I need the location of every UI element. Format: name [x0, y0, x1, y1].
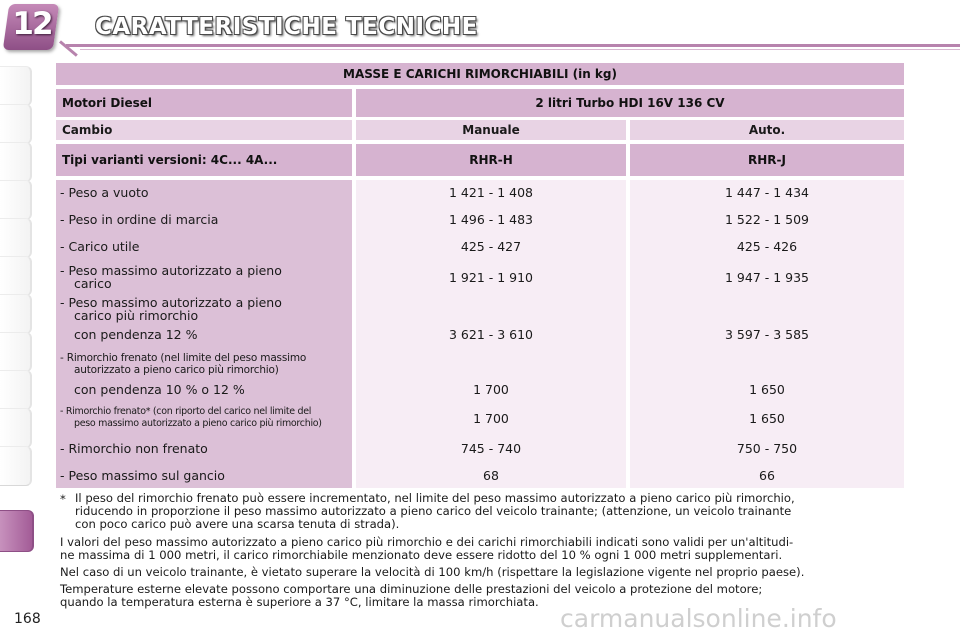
row-value-auto: 425 - 426	[736, 239, 798, 254]
footnote-line: Il peso del rimorchio frenato può essere incrementato, nel limite del peso massimo autorizzato a pieno carico più rimorchio,	[75, 491, 795, 505]
row-value-manual: 425 - 427	[460, 239, 522, 254]
variant-auto: RHR-J	[630, 144, 904, 176]
footnote-line: riducendo in proporzione il peso massimo autorizzato a pieno carico del veicolo trainante; (attenzione, un veicolo trainante	[75, 504, 792, 518]
chapter-tab[interactable]	[0, 294, 32, 334]
row-value-manual: 1 421 - 1 408	[448, 185, 534, 200]
row-label: con pendenza 12 %	[74, 327, 198, 342]
variant-manual: RHR-H	[356, 144, 626, 176]
chapter-tab[interactable]	[0, 218, 32, 258]
table-title: MASSE E CARICHI RIMORCHIABILI (in kg)	[56, 63, 904, 85]
chapter-tabs	[0, 66, 34, 566]
watermark: carmanualsonline.info	[560, 604, 837, 633]
variants-label: Tipi varianti versioni: 4C... 4A...	[56, 144, 352, 176]
row-value-manual: 1 496 - 1 483	[448, 212, 534, 227]
row-value-manual: 1 700	[473, 411, 509, 426]
chapter-tab[interactable]	[0, 332, 32, 372]
gearbox-label: Cambio	[56, 120, 352, 140]
row-label: - Peso massimo autorizzato a pieno	[60, 295, 282, 310]
row-label-cont: carico	[74, 276, 112, 291]
row-value-auto: 1 650	[749, 411, 785, 426]
header-rule-thin	[80, 49, 960, 50]
engine-value: 2 litri Turbo HDI 16V 136 CV	[356, 89, 904, 117]
row-value-auto: 1 447 - 1 434	[724, 185, 810, 200]
row-value-manual: 68	[483, 468, 499, 483]
row-label: - Rimorchio frenato (nel limite del peso massimo	[60, 352, 307, 364]
chapter-tab[interactable]	[0, 180, 32, 220]
row-value-auto: 1 522 - 1 509	[724, 212, 810, 227]
row-value-auto: 1 650	[749, 382, 785, 397]
chapter-tab[interactable]	[0, 408, 32, 448]
engine-label: Motori Diesel	[56, 89, 352, 117]
row-label: - Carico utile	[60, 239, 140, 254]
footnote-line: con poco carico può avere una scarsa tenuta di strada).	[75, 517, 400, 531]
paragraph-altitude: I valori del peso massimo autorizzato a pieno carico più rimorchio e dei carichi rimorchiabili indicati sono validi per un'altitudi-	[60, 535, 794, 549]
row-value-auto: 750 - 750	[736, 441, 798, 456]
chapter-tab[interactable]	[0, 446, 32, 486]
chapter-tab[interactable]	[0, 66, 32, 106]
row-label-cont: carico più rimorchio	[74, 308, 199, 323]
row-value-manual: 1 921 - 1 910	[448, 270, 534, 285]
page-header	[0, 0, 960, 52]
row-label: - Rimorchio non frenato	[60, 441, 208, 456]
row-label: - Peso in ordine di marcia	[60, 212, 219, 227]
header-rule	[66, 44, 960, 47]
row-label: - Peso massimo sul gancio	[60, 468, 225, 483]
page-title: CARATTERISTICHE TECNICHE	[95, 14, 478, 40]
footnote-marker: *	[60, 492, 66, 506]
gearbox-manual: Manuale	[356, 120, 626, 140]
paragraph-temperature: Temperature esterne elevate possono comportare una diminuzione delle prestazioni del veicolo a protezione del motore;	[60, 582, 763, 596]
paragraph-altitude-cont: ne massima di 1 000 metri, il carico rimorchiabile menzionato deve essere ridotto del 10 % ogni 1 000 metri supplementari.	[60, 548, 783, 562]
row-label-cont: autorizzato a pieno carico più rimorchio)	[74, 364, 279, 376]
row-value-auto: 66	[759, 468, 775, 483]
page-number: 168	[14, 611, 41, 627]
chapter-number: 12	[12, 6, 52, 42]
row-label: - Peso massimo autorizzato a pieno	[60, 263, 282, 278]
row-label: - Rimorchio frenato* (con riporto del carico nel limite del	[60, 406, 312, 417]
chapter-tab-active[interactable]	[0, 510, 34, 552]
gearbox-auto: Auto.	[630, 120, 904, 140]
chapter-tab[interactable]	[0, 256, 32, 296]
paragraph-temperature-cont: quando la temperatura esterna è superiore a 37 °C, limitare la massa rimorchiata.	[60, 595, 539, 609]
row-value-manual: 3 621 - 3 610	[448, 327, 534, 342]
row-value-auto: 3 597 - 3 585	[724, 327, 810, 342]
chapter-tab[interactable]	[0, 142, 32, 182]
chapter-tab[interactable]	[0, 104, 32, 144]
paragraph-speed: Nel caso di un veicolo trainante, è vietato superare la velocità di 100 km/h (rispettare la legislazione vigente nel proprio paese).	[60, 565, 805, 579]
row-value-manual: 745 - 740	[460, 441, 522, 456]
row-label-cont: peso massimo autorizzato a pieno carico più rimorchio)	[74, 418, 322, 429]
row-value-auto: 1 947 - 1 935	[724, 270, 810, 285]
chapter-tab[interactable]	[0, 370, 32, 410]
row-value-manual: 1 700	[473, 382, 509, 397]
row-label: con pendenza 10 % o 12 %	[74, 382, 245, 397]
header-rule-slant	[59, 40, 78, 56]
row-label: - Peso a vuoto	[60, 185, 149, 200]
